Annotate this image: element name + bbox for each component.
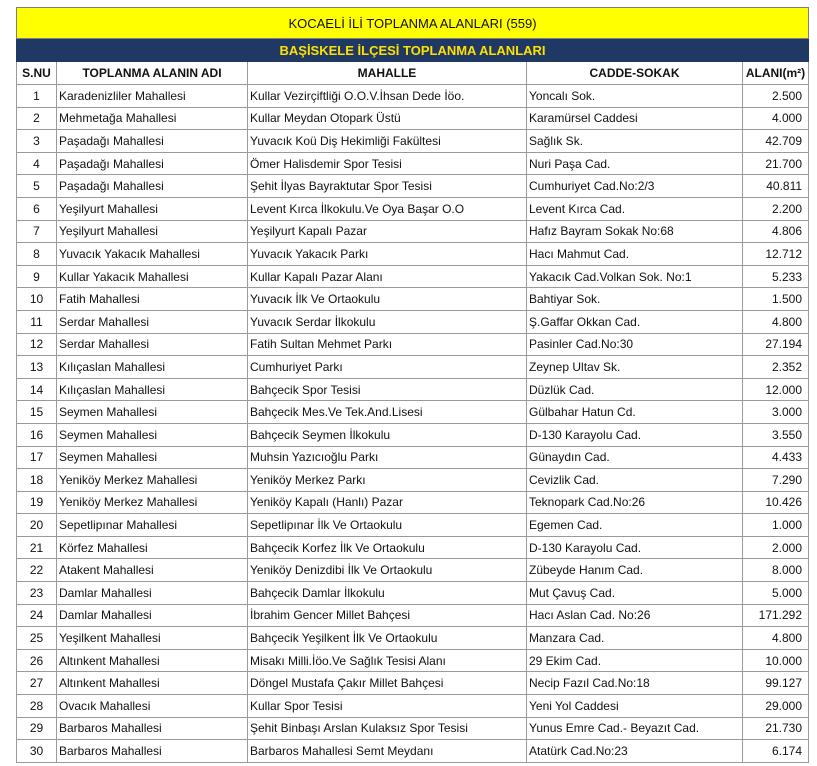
- size-cell: 10.426: [743, 491, 809, 514]
- size-cell: 12.000: [743, 378, 809, 401]
- street-cell: Günaydın Cad.: [527, 446, 743, 469]
- row-number: 18: [17, 469, 57, 492]
- size-cell: 4.800: [743, 627, 809, 650]
- area-name-cell: Barbaros Mahallesi: [57, 740, 248, 763]
- size-cell: 171.292: [743, 604, 809, 627]
- row-number: 15: [17, 401, 57, 424]
- table-row: [17, 107, 809, 130]
- sheet-title: KOCAELİ İLİ TOPLANMA ALANLARI (559): [17, 8, 809, 39]
- street-cell: Hafız Bayram Sokak No:68: [527, 220, 743, 243]
- area-name-cell: Sepetlipınar Mahallesi: [57, 514, 248, 537]
- neighborhood-cell: Yeniköy Kapalı (Hanlı) Pazar: [248, 491, 527, 514]
- size-cell: 12.712: [743, 243, 809, 266]
- area-name-cell: Körfez Mahallesi: [57, 536, 248, 559]
- table-row: [17, 197, 809, 220]
- row-number: 22: [17, 559, 57, 582]
- row-number: 2: [17, 107, 57, 130]
- table-row: [17, 401, 809, 424]
- street-cell: Pasinler Cad.No:30: [527, 333, 743, 356]
- size-cell: 7.290: [743, 469, 809, 492]
- neighborhood-cell: Levent Kırca İlkokulu.Ve Oya Başar O.O: [248, 197, 527, 220]
- street-cell: Manzara Cad.: [527, 627, 743, 650]
- area-name-cell: Yeşilyurt Mahallesi: [57, 220, 248, 243]
- area-name-cell: Damlar Mahallesi: [57, 604, 248, 627]
- row-number: 28: [17, 695, 57, 718]
- table-row: [17, 604, 809, 627]
- row-number: 6: [17, 197, 57, 220]
- area-name-cell: Barbaros Mahallesi: [57, 717, 248, 740]
- column-header-area-name: TOPLANMA ALANIN ADI: [57, 62, 248, 85]
- neighborhood-cell: Sepetlipınar İlk Ve Ortaokulu: [248, 514, 527, 537]
- row-number: 13: [17, 356, 57, 379]
- row-number: 21: [17, 536, 57, 559]
- table-row: [17, 310, 809, 333]
- size-cell: 2.200: [743, 197, 809, 220]
- row-number: 23: [17, 582, 57, 605]
- street-cell: D-130 Karayolu Cad.: [527, 423, 743, 446]
- neighborhood-cell: Bahçecik Mes.Ve Tek.And.Lisesi: [248, 401, 527, 424]
- area-name-cell: Kullar Yakacık Mahallesi: [57, 265, 248, 288]
- street-cell: Necip Fazıl Cad.No:18: [527, 672, 743, 695]
- size-cell: 10.000: [743, 649, 809, 672]
- table-row: [17, 559, 809, 582]
- area-name-cell: Yeniköy Merkez Mahallesi: [57, 491, 248, 514]
- street-cell: Teknopark Cad.No:26: [527, 491, 743, 514]
- table-body: [17, 85, 809, 763]
- table-row: [17, 175, 809, 198]
- area-name-cell: Paşadağı Mahallesi: [57, 152, 248, 175]
- street-cell: Yunus Emre Cad.- Beyazıt Cad.: [527, 717, 743, 740]
- size-cell: 8.000: [743, 559, 809, 582]
- table-row: [17, 288, 809, 311]
- street-cell: 29 Ekim Cad.: [527, 649, 743, 672]
- neighborhood-cell: Bahçecik Spor Tesisi: [248, 378, 527, 401]
- table-row: [17, 333, 809, 356]
- neighborhood-cell: Bahçecik Korfez İlk Ve Ortaokulu: [248, 536, 527, 559]
- neighborhood-cell: Fatih Sultan Mehmet Parkı: [248, 333, 527, 356]
- neighborhood-cell: Kullar Meydan Otopark Üstü: [248, 107, 527, 130]
- street-cell: Mut Çavuş Cad.: [527, 582, 743, 605]
- area-name-cell: Serdar Mahallesi: [57, 310, 248, 333]
- street-cell: Hacı Aslan Cad. No:26: [527, 604, 743, 627]
- area-name-cell: Karadenizliler Mahallesi: [57, 85, 248, 108]
- neighborhood-cell: Yeşilyurt Kapalı Pazar: [248, 220, 527, 243]
- area-name-cell: Serdar Mahallesi: [57, 333, 248, 356]
- size-cell: 42.709: [743, 130, 809, 153]
- area-name-cell: Yeniköy Merkez Mahallesi: [57, 469, 248, 492]
- size-cell: 1.500: [743, 288, 809, 311]
- street-cell: Sağlık Sk.: [527, 130, 743, 153]
- street-cell: Nuri Paşa Cad.: [527, 152, 743, 175]
- area-name-cell: Mehmetağa Mahallesi: [57, 107, 248, 130]
- street-cell: Ş.Gaffar Okkan Cad.: [527, 310, 743, 333]
- neighborhood-cell: İbrahim Gencer Millet Bahçesi: [248, 604, 527, 627]
- neighborhood-cell: Bahçecik Seymen İlkokulu: [248, 423, 527, 446]
- size-cell: 99.127: [743, 672, 809, 695]
- area-name-cell: Kılıçaslan Mahallesi: [57, 378, 248, 401]
- street-cell: Yoncalı Sok.: [527, 85, 743, 108]
- table-row: [17, 491, 809, 514]
- neighborhood-cell: Kullar Vezirçiftliği O.O.V.İhsan Dede İöo.: [248, 85, 527, 108]
- street-cell: Hacı Mahmut Cad.: [527, 243, 743, 266]
- neighborhood-cell: Yuvacık Serdar İlkokulu: [248, 310, 527, 333]
- table-row: [17, 582, 809, 605]
- assembly-areas-table: [16, 7, 809, 763]
- table-row: [17, 649, 809, 672]
- table-row: [17, 514, 809, 537]
- table-row: [17, 469, 809, 492]
- row-number: 12: [17, 333, 57, 356]
- table-row: [17, 627, 809, 650]
- area-name-cell: Altınkent Mahallesi: [57, 649, 248, 672]
- street-cell: Egemen Cad.: [527, 514, 743, 537]
- row-number: 30: [17, 740, 57, 763]
- area-name-cell: Seymen Mahallesi: [57, 446, 248, 469]
- size-cell: 4.433: [743, 446, 809, 469]
- size-cell: 6.174: [743, 740, 809, 763]
- neighborhood-cell: Bahçecik Yeşilkent İlk Ve Ortaokulu: [248, 627, 527, 650]
- area-name-cell: Seymen Mahallesi: [57, 423, 248, 446]
- neighborhood-cell: Yeniköy Denizdibi İlk Ve Ortaokulu: [248, 559, 527, 582]
- street-cell: Levent Kırca Cad.: [527, 197, 743, 220]
- table-row: [17, 695, 809, 718]
- area-name-cell: Paşadağı Mahallesi: [57, 130, 248, 153]
- table-row: [17, 243, 809, 266]
- row-number: 7: [17, 220, 57, 243]
- column-header-neighborhood: MAHALLE: [248, 62, 527, 85]
- area-name-cell: Atakent Mahallesi: [57, 559, 248, 582]
- row-number: 25: [17, 627, 57, 650]
- row-number: 4: [17, 152, 57, 175]
- street-cell: Atatürk Cad.No:23: [527, 740, 743, 763]
- title-row: [17, 8, 809, 39]
- row-number: 19: [17, 491, 57, 514]
- street-cell: Zübeyde Hanım Cad.: [527, 559, 743, 582]
- row-number: 26: [17, 649, 57, 672]
- area-name-cell: Seymen Mahallesi: [57, 401, 248, 424]
- row-number: 16: [17, 423, 57, 446]
- row-number: 3: [17, 130, 57, 153]
- table-row: [17, 423, 809, 446]
- table-row: [17, 536, 809, 559]
- neighborhood-cell: Şehit Binbaşı Arslan Kulaksız Spor Tesisi: [248, 717, 527, 740]
- row-number: 5: [17, 175, 57, 198]
- table-row: [17, 220, 809, 243]
- row-number: 1: [17, 85, 57, 108]
- neighborhood-cell: Ömer Halisdemir Spor Tesisi: [248, 152, 527, 175]
- size-cell: 3.000: [743, 401, 809, 424]
- area-name-cell: Ovacık Mahallesi: [57, 695, 248, 718]
- street-cell: Yakacık Cad.Volkan Sok. No:1: [527, 265, 743, 288]
- row-number: 9: [17, 265, 57, 288]
- neighborhood-cell: Yuvacık İlk Ve Ortaokulu: [248, 288, 527, 311]
- table-row: [17, 740, 809, 763]
- size-cell: 2.500: [743, 85, 809, 108]
- street-cell: Karamürsel Caddesi: [527, 107, 743, 130]
- size-cell: 4.806: [743, 220, 809, 243]
- size-cell: 21.730: [743, 717, 809, 740]
- street-cell: Zeynep Ultav Sk.: [527, 356, 743, 379]
- size-cell: 2.000: [743, 536, 809, 559]
- assembly-areas-sheet: [16, 7, 808, 763]
- table-row: [17, 356, 809, 379]
- neighborhood-cell: Yeniköy Merkez Parkı: [248, 469, 527, 492]
- area-name-cell: Yeşilyurt Mahallesi: [57, 197, 248, 220]
- street-cell: Gülbahar Hatun Cd.: [527, 401, 743, 424]
- table-row: [17, 130, 809, 153]
- column-header-street: CADDE-SOKAK: [527, 62, 743, 85]
- row-number: 11: [17, 310, 57, 333]
- size-cell: 27.194: [743, 333, 809, 356]
- column-header-size: ALANI(m²): [743, 62, 809, 85]
- neighborhood-cell: Şehit İlyas Bayraktutar Spor Tesisi: [248, 175, 527, 198]
- street-cell: D-130 Karayolu Cad.: [527, 536, 743, 559]
- neighborhood-cell: Muhsin Yazıcıoğlu Parkı: [248, 446, 527, 469]
- size-cell: 21.700: [743, 152, 809, 175]
- subtitle-row: [17, 39, 809, 62]
- row-number: 27: [17, 672, 57, 695]
- neighborhood-cell: Döngel Mustafa Çakır Millet Bahçesi: [248, 672, 527, 695]
- size-cell: 29.000: [743, 695, 809, 718]
- table-row: [17, 446, 809, 469]
- column-header-row: [17, 62, 809, 85]
- row-number: 10: [17, 288, 57, 311]
- neighborhood-cell: Kullar Kapalı Pazar Alanı: [248, 265, 527, 288]
- neighborhood-cell: Bahçecik Damlar İlkokulu: [248, 582, 527, 605]
- size-cell: 3.550: [743, 423, 809, 446]
- size-cell: 2.352: [743, 356, 809, 379]
- table-row: [17, 85, 809, 108]
- area-name-cell: Paşadağı Mahallesi: [57, 175, 248, 198]
- row-number: 20: [17, 514, 57, 537]
- neighborhood-cell: Cumhuriyet Parkı: [248, 356, 527, 379]
- table-row: [17, 152, 809, 175]
- row-number: 8: [17, 243, 57, 266]
- size-cell: 5.233: [743, 265, 809, 288]
- area-name-cell: Altınkent Mahallesi: [57, 672, 248, 695]
- area-name-cell: Kılıçaslan Mahallesi: [57, 356, 248, 379]
- table-row: [17, 717, 809, 740]
- neighborhood-cell: Yuvacık Yakacık Parkı: [248, 243, 527, 266]
- street-cell: Düzlük Cad.: [527, 378, 743, 401]
- table-row: [17, 378, 809, 401]
- size-cell: 4.000: [743, 107, 809, 130]
- table-row: [17, 672, 809, 695]
- column-header-sno: S.NU: [17, 62, 57, 85]
- street-cell: Yeni Yol Caddesi: [527, 695, 743, 718]
- table-row: [17, 265, 809, 288]
- row-number: 24: [17, 604, 57, 627]
- size-cell: 5.000: [743, 582, 809, 605]
- area-name-cell: Yeşilkent Mahallesi: [57, 627, 248, 650]
- size-cell: 4.800: [743, 310, 809, 333]
- row-number: 14: [17, 378, 57, 401]
- neighborhood-cell: Misakı Milli.İöo.Ve Sağlık Tesisi Alanı: [248, 649, 527, 672]
- neighborhood-cell: Yuvacık Koü Diş Hekimliği Fakültesi: [248, 130, 527, 153]
- area-name-cell: Yuvacık Yakacık Mahallesi: [57, 243, 248, 266]
- neighborhood-cell: Kullar Spor Tesisi: [248, 695, 527, 718]
- size-cell: 1.000: [743, 514, 809, 537]
- street-cell: Cevizlik Cad.: [527, 469, 743, 492]
- row-number: 17: [17, 446, 57, 469]
- area-name-cell: Damlar Mahallesi: [57, 582, 248, 605]
- district-subtitle: BAŞİSKELE İLÇESİ TOPLANMA ALANLARI: [17, 39, 809, 62]
- size-cell: 40.811: [743, 175, 809, 198]
- street-cell: Cumhuriyet Cad.No:2/3: [527, 175, 743, 198]
- street-cell: Bahtiyar Sok.: [527, 288, 743, 311]
- neighborhood-cell: Barbaros Mahallesi Semt Meydanı: [248, 740, 527, 763]
- row-number: 29: [17, 717, 57, 740]
- area-name-cell: Fatih Mahallesi: [57, 288, 248, 311]
